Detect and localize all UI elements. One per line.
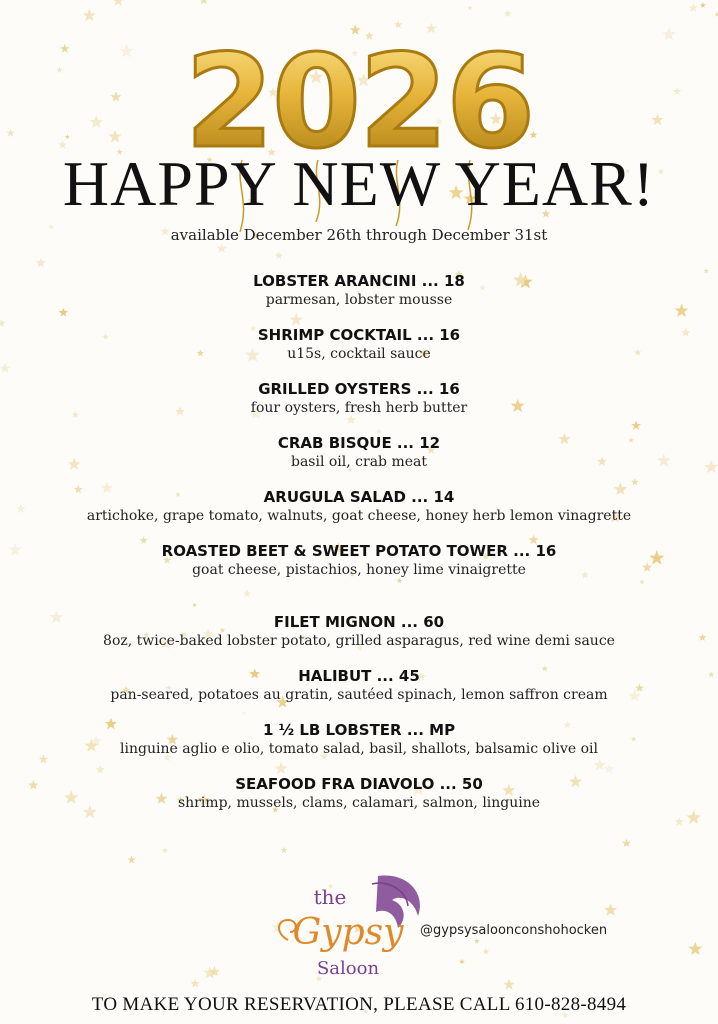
- availability-subtitle: available December 26th through December 31st: [170, 226, 548, 244]
- menu-item: [0, 667, 718, 704]
- menu-item: [0, 775, 718, 812]
- logo-gypsy-text: Gypsy: [292, 912, 404, 953]
- menu-item-description: 8oz, twice-baked lobster potato, grilled asparagus, red wine demi sauce: [103, 633, 615, 649]
- menu-item-description: parmesan, lobster mousse: [265, 292, 453, 308]
- reservation-footer: TO MAKE YOUR RESERVATION, PLEASE CALL 610-828-8494: [91, 994, 627, 1015]
- menu-item: [0, 326, 718, 363]
- menu-item-description: linguine aglio e olio, tomato salad, basil, shallots, balsamic olive oil: [120, 741, 598, 757]
- menu-item-name: FILET MIGNON ... 60: [273, 613, 445, 631]
- menu-item-name: ROASTED BEET & SWEET POTATO TOWER ... 16: [161, 542, 557, 560]
- menu-item-description: shrimp, mussels, clams, calamari, salmon, linguine: [177, 795, 541, 811]
- year-balloon-text: 2026: [184, 28, 534, 177]
- menu-item: [0, 380, 718, 417]
- menu-item-description: basil oil, crab meat: [290, 454, 427, 470]
- menu-item-description: u15s, cocktail sauce: [287, 346, 431, 362]
- menu-item: [0, 721, 718, 758]
- instagram-handle[interactable]: @gypsysaloonconshohocken: [420, 923, 608, 938]
- menu-item-name: ARUGULA SALAD ... 14: [263, 488, 455, 506]
- menu-item-name: HALIBUT ... 45: [298, 667, 420, 685]
- menu-item: [0, 542, 718, 579]
- menu-list: [0, 272, 718, 829]
- menu-item-name: CRAB BISQUE ... 12: [277, 434, 441, 452]
- menu-item-description: four oysters, fresh herb butter: [250, 400, 468, 416]
- menu-item: [0, 434, 718, 471]
- menu-item-name: GRILLED OYSTERS ... 16: [258, 380, 460, 398]
- menu-item-description: artichoke, grape tomato, walnuts, goat cheese, honey herb lemon vinagrette: [86, 508, 632, 524]
- page-title: HAPPY NEW YEAR!: [62, 148, 656, 219]
- logo-saloon-text: Saloon: [316, 958, 380, 979]
- menu-item: [0, 488, 718, 525]
- menu-item-name: SHRIMP COCKTAIL ... 16: [257, 326, 461, 344]
- menu-item-description: pan-seared, potatoes au gratin, sautéed spinach, lemon saffron cream: [110, 687, 608, 703]
- menu-item-description: goat cheese, pistachios, honey lime vinaigrette: [192, 562, 526, 578]
- menu-item-name: 1 ½ LB LOBSTER ... MP: [262, 721, 456, 739]
- menu-item-name: SEAFOOD FRA DIAVOLO ... 50: [235, 775, 483, 793]
- menu-item: [0, 613, 718, 650]
- gypsy-saloon-logo: [268, 870, 428, 982]
- menu-item: [0, 272, 718, 309]
- menu-item-name: LOBSTER ARANCINI ... 18: [253, 272, 465, 290]
- logo-the-text: the: [313, 885, 347, 909]
